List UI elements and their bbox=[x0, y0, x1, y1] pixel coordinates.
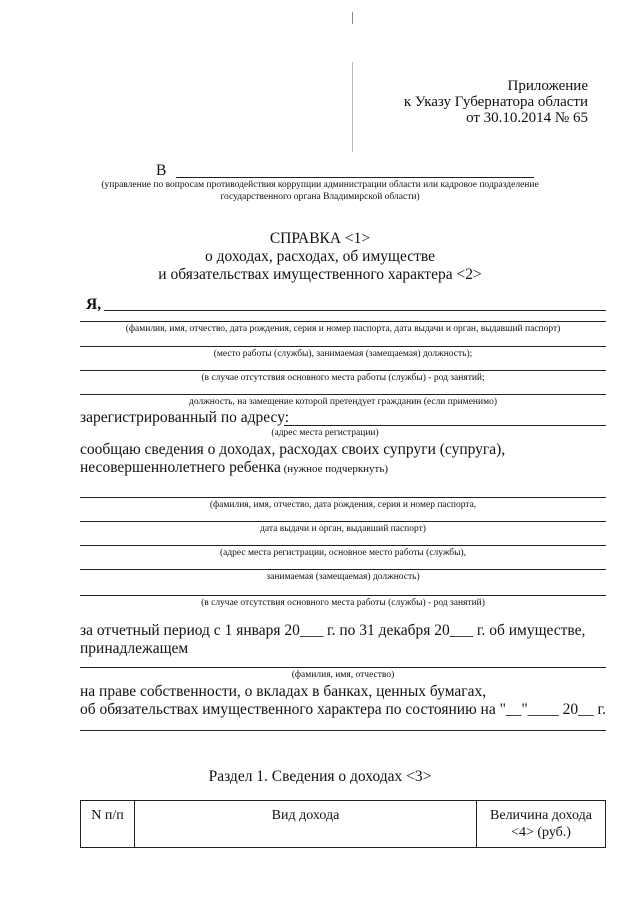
declarant-prefix: Я, bbox=[86, 296, 102, 313]
period-line-1: за отчетный период с 1 января 20___ г. по 31 декабря 20___ г. об имуществе, bbox=[80, 622, 586, 639]
section-1-title: Раздел 1. Сведения о доходах <3> bbox=[208, 768, 432, 785]
recipient-prefix: В bbox=[156, 162, 167, 179]
declarant-name-field[interactable] bbox=[104, 310, 606, 311]
hint-owner-name: (фамилия, имя, отчество) bbox=[291, 670, 395, 680]
period-extra-field[interactable] bbox=[80, 730, 606, 731]
hint-declarant-position: должность, на замещение которой претендует гражданин (если применимо) bbox=[188, 397, 498, 407]
column-header-num: N п/п bbox=[81, 801, 135, 848]
relative-name-field[interactable] bbox=[80, 497, 606, 498]
registered-address-field[interactable] bbox=[284, 425, 606, 426]
appendix-header bbox=[404, 78, 588, 126]
fold-mark-top bbox=[352, 12, 353, 24]
declarant-position-field[interactable] bbox=[80, 394, 606, 395]
report-relative-type: несовершеннолетнего ребенка bbox=[80, 459, 281, 476]
period-line-2: принадлежащем bbox=[80, 640, 189, 657]
column-header-type: Вид дохода bbox=[135, 801, 477, 848]
period-line-4: об обязательствах имущественного характера по состоянию на "__"____ 20__ г. bbox=[80, 701, 606, 718]
relative-address-field[interactable] bbox=[80, 545, 606, 546]
appendix-line-1: Приложение bbox=[507, 78, 588, 94]
hint-declarant-work: (место работы (службы), занимаемая (замещаемая) должность); bbox=[213, 349, 473, 359]
period-line-3: на праве собственности, о вкладах в банках, ценных бумагах, bbox=[80, 683, 487, 700]
column-header-amount-line-1: Величина дохода bbox=[490, 808, 592, 823]
appendix-line-3: от 30.10.2014 № 65 bbox=[466, 110, 588, 126]
report-line-2 bbox=[80, 459, 388, 477]
document-subtitle-2: и обязательствах имущественного характера <2> bbox=[158, 266, 482, 283]
hint-relative-5: (в случае отсутствия основного места работы (службы) - род занятий) bbox=[201, 598, 485, 608]
column-header-amount-line-2: <4> (руб.) bbox=[511, 825, 571, 840]
appendix-line-2: к Указу Губернатора области bbox=[403, 94, 588, 110]
document-title: СПРАВКА <1> bbox=[269, 230, 371, 247]
recipient-hint-1: (управление по вопросам противодействия коррупции администрации области или кадровое подразделение bbox=[101, 180, 539, 190]
declarant-occupation-field[interactable] bbox=[80, 370, 606, 371]
recipient-hint-2: государственного органа Владимирской области) bbox=[220, 192, 420, 202]
owner-name-field[interactable] bbox=[80, 667, 606, 668]
report-underline-note: (нужное подчеркнуть) bbox=[280, 463, 389, 475]
income-table bbox=[80, 800, 606, 848]
fold-mark-middle bbox=[352, 62, 353, 152]
report-line-1: сообщаю сведения о доходах, расходах своих супруги (супруга), bbox=[80, 441, 506, 458]
registered-address-label: зарегистрированный по адресу: bbox=[80, 409, 290, 426]
income-table-header-row bbox=[81, 801, 606, 848]
declarant-work-field[interactable] bbox=[80, 346, 606, 347]
document-subtitle-1: о доходах, расходах, об имуществе bbox=[205, 248, 435, 265]
hint-registered-address: (адрес места регистрации) bbox=[271, 428, 379, 438]
column-header-amount bbox=[477, 801, 606, 848]
recipient-field[interactable] bbox=[176, 177, 534, 178]
relative-passport-field[interactable] bbox=[80, 521, 606, 522]
relative-occupation-field[interactable] bbox=[80, 595, 606, 596]
hint-declarant-name: (фамилия, имя, отчество, дата рождения, серия и номер паспорта, дата выдачи и орган, выдавший паспорт) bbox=[125, 324, 561, 334]
hint-relative-2: дата выдачи и орган, выдавший паспорт) bbox=[260, 524, 426, 534]
hint-relative-3: (адрес места регистрации, основное место работы (службы), bbox=[219, 548, 467, 558]
hint-relative-1: (фамилия, имя, отчество, дата рождения, серия и номер паспорта, bbox=[209, 500, 477, 510]
hint-declarant-no-work: (в случае отсутствия основного места работы (службы) - род занятий; bbox=[201, 373, 485, 383]
relative-position-field[interactable] bbox=[80, 569, 606, 570]
declarant-name-line-2[interactable] bbox=[80, 321, 606, 322]
hint-relative-4: занимаемая (замещаемая) должность) bbox=[266, 572, 420, 582]
